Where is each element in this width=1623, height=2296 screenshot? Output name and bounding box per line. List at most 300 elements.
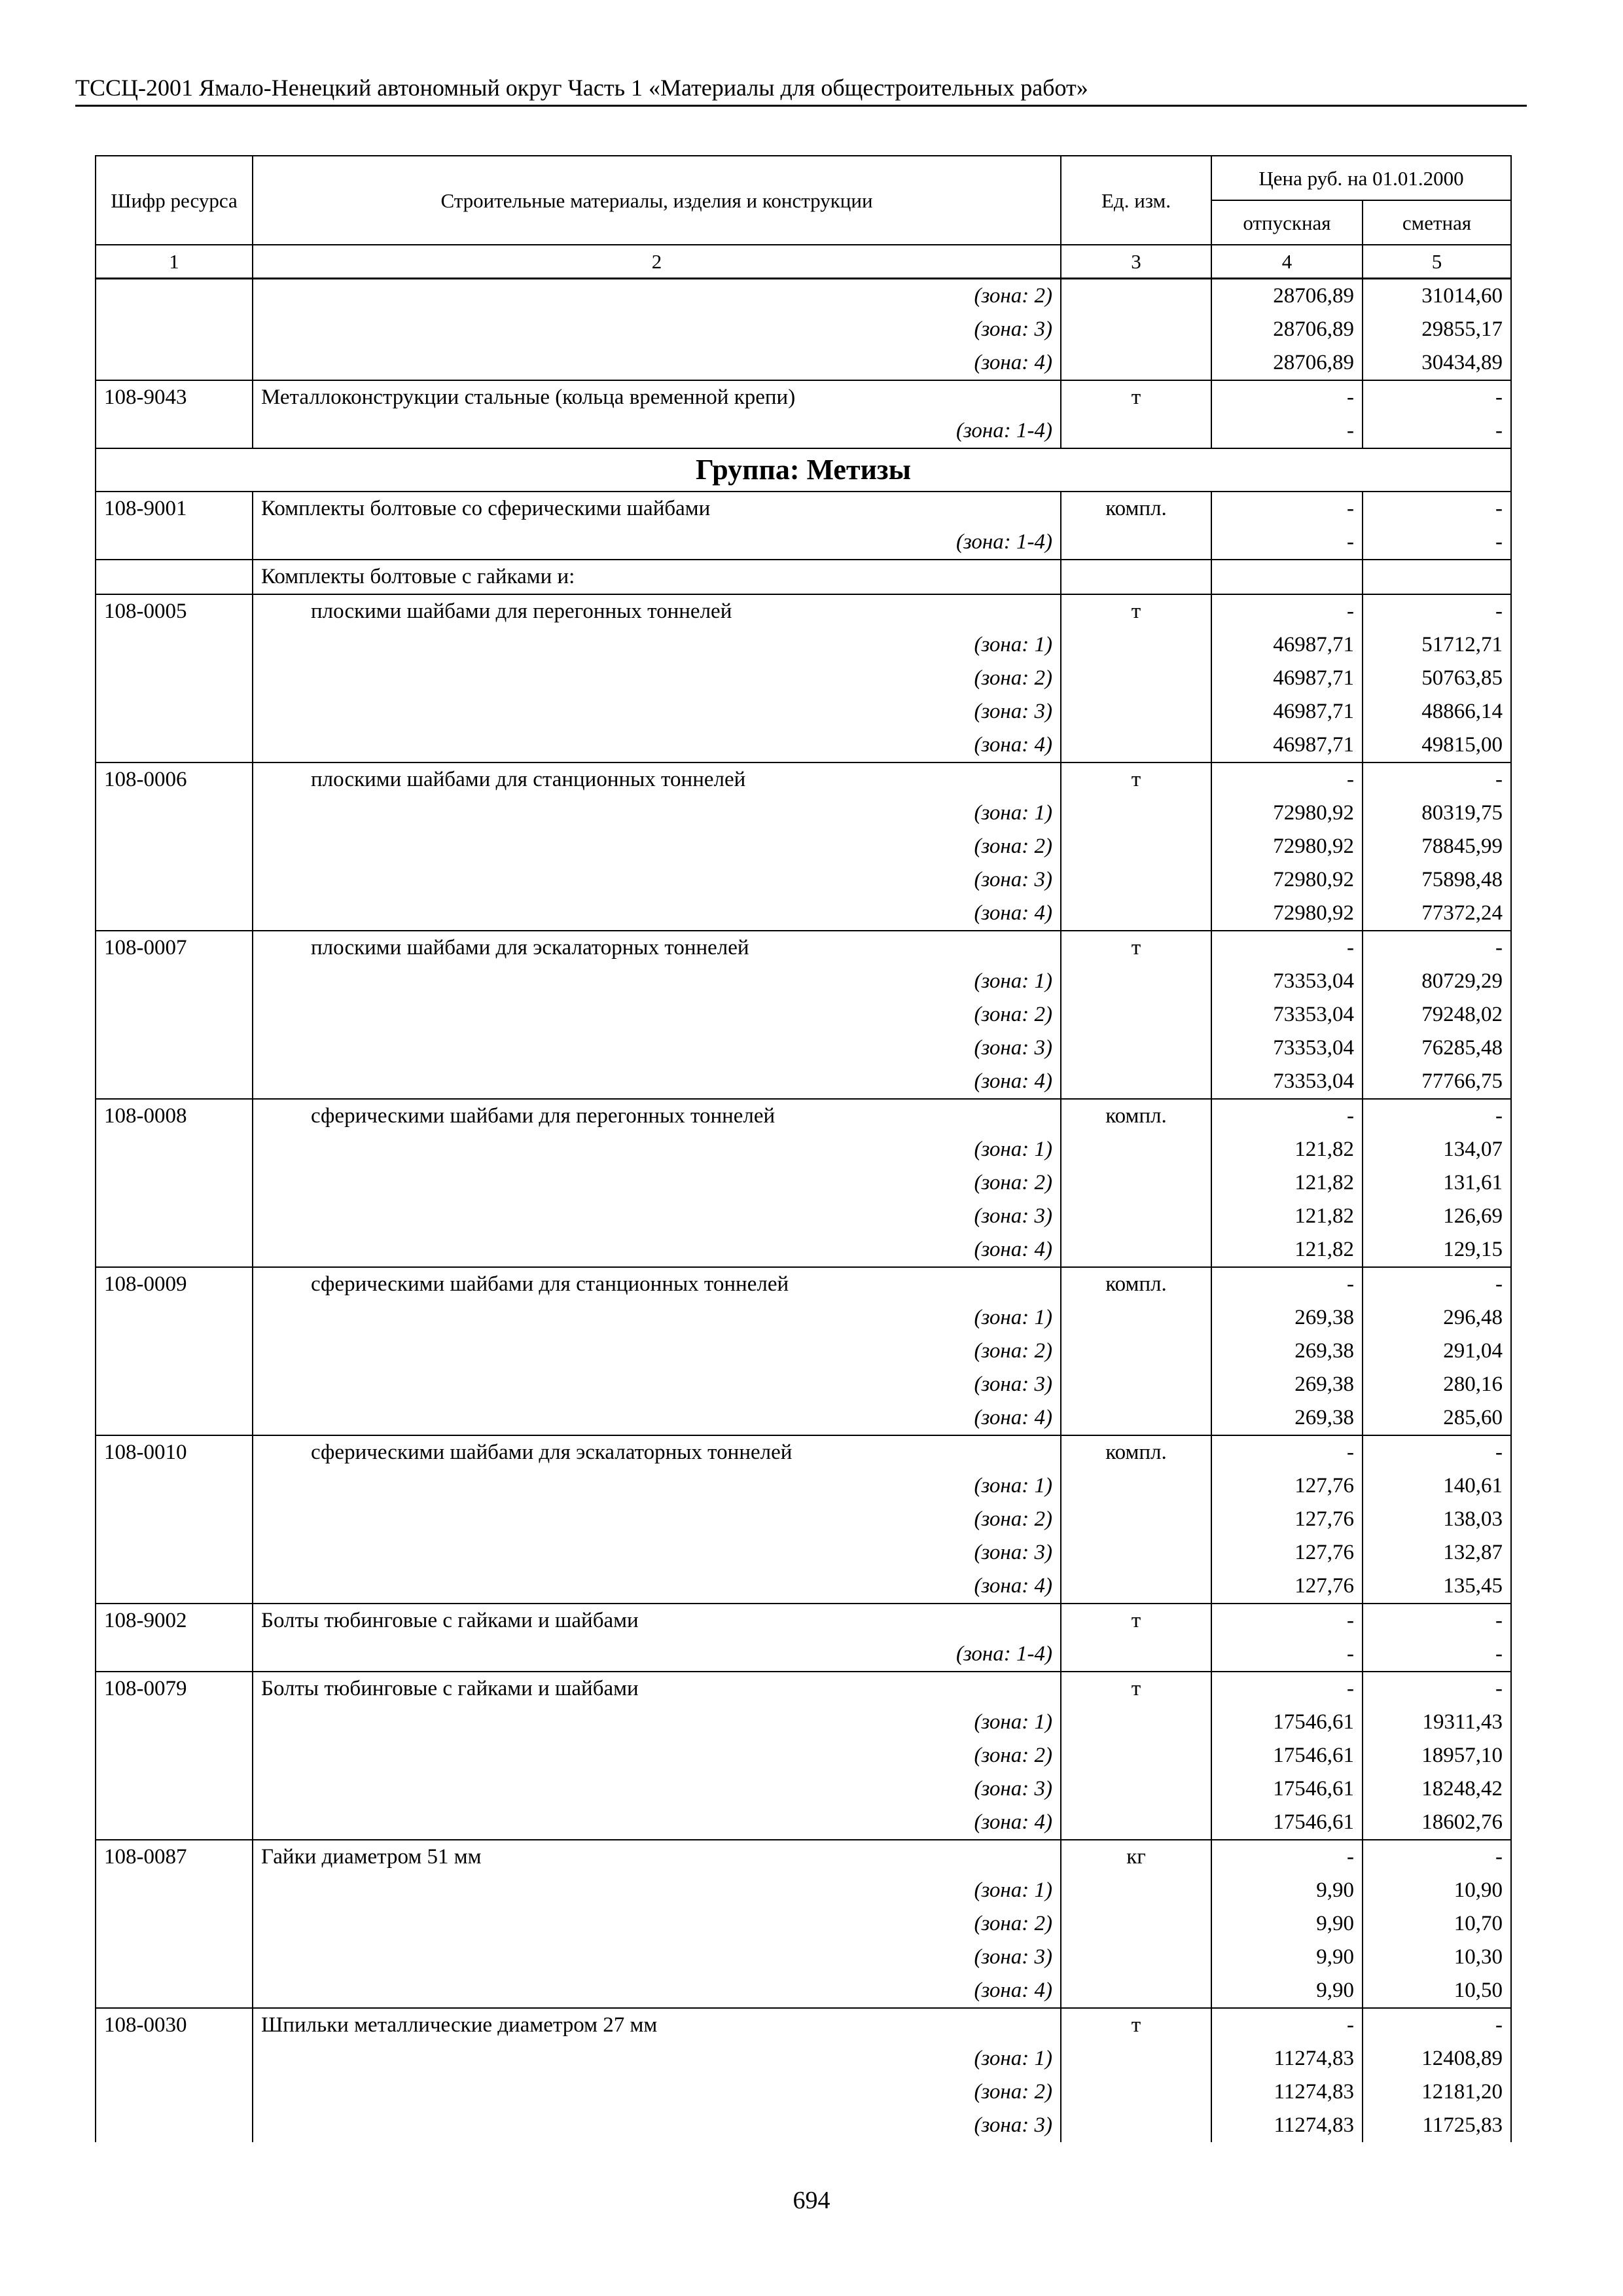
resource-code bbox=[96, 560, 253, 594]
estimate-price: - bbox=[1363, 594, 1511, 628]
estimate-price: 132,87 bbox=[1363, 1536, 1511, 1570]
item-row bbox=[96, 2008, 1511, 2042]
zone-row bbox=[96, 526, 1511, 560]
material-name: плоскими шайбами для эскалаторных тоннелей bbox=[253, 931, 1061, 965]
group-title: Группа: Метизы bbox=[96, 448, 1511, 492]
unit-cell bbox=[1061, 346, 1211, 380]
zone-row bbox=[96, 1301, 1511, 1335]
estimate-price bbox=[1363, 560, 1511, 594]
unit-cell bbox=[1061, 1335, 1211, 1368]
resource-code bbox=[96, 1907, 253, 1941]
release-price: 46987,71 bbox=[1211, 662, 1363, 695]
resource-code bbox=[96, 526, 253, 560]
resource-code bbox=[96, 1638, 253, 1672]
zone-row bbox=[96, 1941, 1511, 1974]
resource-code: 108-0010 bbox=[96, 1435, 253, 1469]
zone-row bbox=[96, 1706, 1511, 1739]
release-price: 72980,92 bbox=[1211, 830, 1363, 863]
zone-label: (зона: 2) bbox=[253, 279, 1061, 314]
resource-code: 108-0079 bbox=[96, 1672, 253, 1706]
resource-code bbox=[96, 2109, 253, 2142]
unit-cell: компл. bbox=[1061, 1435, 1211, 1469]
col-number-4: 4 bbox=[1211, 245, 1363, 279]
zone-label: (зона: 1) bbox=[253, 1133, 1061, 1166]
estimate-price: 77766,75 bbox=[1363, 1065, 1511, 1099]
col-header-estimate: сметная bbox=[1363, 200, 1511, 245]
zone-label: (зона: 2) bbox=[253, 2075, 1061, 2109]
estimate-price: - bbox=[1363, 931, 1511, 965]
unit-cell: кг bbox=[1061, 1840, 1211, 1874]
col-header-name: Строительные материалы, изделия и конструкции bbox=[253, 156, 1061, 245]
release-price: 9,90 bbox=[1211, 1874, 1363, 1907]
resource-code: 108-0030 bbox=[96, 2008, 253, 2042]
zone-row bbox=[96, 1335, 1511, 1368]
release-price: 269,38 bbox=[1211, 1335, 1363, 1368]
resource-code bbox=[96, 1233, 253, 1267]
unit-cell: т bbox=[1061, 931, 1211, 965]
unit-cell bbox=[1061, 2109, 1211, 2142]
zone-label: (зона: 2) bbox=[253, 830, 1061, 863]
estimate-price: 134,07 bbox=[1363, 1133, 1511, 1166]
resource-code: 108-0009 bbox=[96, 1267, 253, 1301]
unit-cell bbox=[1061, 1706, 1211, 1739]
release-price: 46987,71 bbox=[1211, 695, 1363, 728]
zone-label: (зона: 3) bbox=[253, 1031, 1061, 1065]
release-price: 121,82 bbox=[1211, 1200, 1363, 1233]
item-row bbox=[96, 1672, 1511, 1706]
item-row bbox=[96, 380, 1511, 414]
zone-row bbox=[96, 1469, 1511, 1503]
zone-label: (зона: 3) bbox=[253, 1772, 1061, 1806]
release-price: - bbox=[1211, 526, 1363, 560]
unit-cell: т bbox=[1061, 380, 1211, 414]
release-price: 28706,89 bbox=[1211, 279, 1363, 314]
unit-cell bbox=[1061, 414, 1211, 448]
resource-code: 108-0008 bbox=[96, 1099, 253, 1133]
zone-row bbox=[96, 628, 1511, 662]
material-name: Болты тюбинговые с гайками и шайбами bbox=[253, 1604, 1061, 1638]
zone-label: (зона: 1) bbox=[253, 1301, 1061, 1335]
release-price: 127,76 bbox=[1211, 1503, 1363, 1536]
zone-row bbox=[96, 998, 1511, 1031]
zone-label: (зона: 2) bbox=[253, 1503, 1061, 1536]
release-price: 269,38 bbox=[1211, 1368, 1363, 1401]
unit-cell bbox=[1061, 1570, 1211, 1604]
zone-row bbox=[96, 1200, 1511, 1233]
unit-cell bbox=[1061, 1065, 1211, 1099]
release-price: - bbox=[1211, 1672, 1363, 1706]
col-header-release: отпускная bbox=[1211, 200, 1363, 245]
zone-row bbox=[96, 1503, 1511, 1536]
unit-cell: т bbox=[1061, 594, 1211, 628]
estimate-price: 79248,02 bbox=[1363, 998, 1511, 1031]
zone-label: (зона: 4) bbox=[253, 897, 1061, 931]
zone-label: (зона: 2) bbox=[253, 998, 1061, 1031]
estimate-price: 11725,83 bbox=[1363, 2109, 1511, 2142]
zone-row bbox=[96, 728, 1511, 762]
resource-code: 108-0007 bbox=[96, 931, 253, 965]
resource-code bbox=[96, 1065, 253, 1099]
resource-code bbox=[96, 2042, 253, 2075]
release-price: 269,38 bbox=[1211, 1401, 1363, 1435]
zone-label: (зона: 3) bbox=[253, 1368, 1061, 1401]
zone-label: (зона: 4) bbox=[253, 1806, 1061, 1840]
release-price: - bbox=[1211, 931, 1363, 965]
estimate-price: 49815,00 bbox=[1363, 728, 1511, 762]
release-price: 121,82 bbox=[1211, 1133, 1363, 1166]
unit-cell bbox=[1061, 1301, 1211, 1335]
zone-row bbox=[96, 1806, 1511, 1840]
release-price: 9,90 bbox=[1211, 1974, 1363, 2008]
estimate-price: 140,61 bbox=[1363, 1469, 1511, 1503]
unit-cell bbox=[1061, 2042, 1211, 2075]
zone-row bbox=[96, 830, 1511, 863]
release-price: 11274,83 bbox=[1211, 2042, 1363, 2075]
resource-code bbox=[96, 346, 253, 380]
zone-label: (зона: 1-4) bbox=[253, 526, 1061, 560]
resource-code: 108-0087 bbox=[96, 1840, 253, 1874]
zone-label: (зона: 4) bbox=[253, 1570, 1061, 1604]
zone-label: (зона: 1) bbox=[253, 1706, 1061, 1739]
unit-cell bbox=[1061, 1806, 1211, 1840]
zone-label: (зона: 1) bbox=[253, 797, 1061, 830]
release-price: 269,38 bbox=[1211, 1301, 1363, 1335]
zone-label: (зона: 1-4) bbox=[253, 414, 1061, 448]
estimate-price: 18957,10 bbox=[1363, 1739, 1511, 1772]
release-price: - bbox=[1211, 1604, 1363, 1638]
zone-row bbox=[96, 662, 1511, 695]
resource-code: 108-9043 bbox=[96, 380, 253, 414]
resource-code bbox=[96, 1469, 253, 1503]
release-price: - bbox=[1211, 1267, 1363, 1301]
release-price bbox=[1211, 560, 1363, 594]
zone-row bbox=[96, 1401, 1511, 1435]
resource-code bbox=[96, 414, 253, 448]
zone-label: (зона: 3) bbox=[253, 1200, 1061, 1233]
zone-row bbox=[96, 1974, 1511, 2008]
resource-code bbox=[96, 998, 253, 1031]
unit-cell: компл. bbox=[1061, 1099, 1211, 1133]
zone-label: (зона: 2) bbox=[253, 1335, 1061, 1368]
zone-row bbox=[96, 313, 1511, 346]
resource-code bbox=[96, 628, 253, 662]
estimate-price: 31014,60 bbox=[1363, 279, 1511, 314]
zone-label: (зона: 3) bbox=[253, 863, 1061, 897]
resource-code bbox=[96, 1166, 253, 1200]
item-row bbox=[96, 1840, 1511, 1874]
col-number-2: 2 bbox=[253, 245, 1061, 279]
estimate-price: 296,48 bbox=[1363, 1301, 1511, 1335]
zone-label: (зона: 1) bbox=[253, 965, 1061, 998]
resource-code: 108-9001 bbox=[96, 492, 253, 526]
zone-label: (зона: 4) bbox=[253, 1974, 1061, 2008]
estimate-price: 77372,24 bbox=[1363, 897, 1511, 931]
zone-row bbox=[96, 1233, 1511, 1267]
estimate-price: - bbox=[1363, 762, 1511, 797]
unit-cell: компл. bbox=[1061, 1267, 1211, 1301]
zone-label: (зона: 1) bbox=[253, 1469, 1061, 1503]
unit-cell bbox=[1061, 863, 1211, 897]
item-row bbox=[96, 1267, 1511, 1301]
estimate-price: 12181,20 bbox=[1363, 2075, 1511, 2109]
estimate-price: - bbox=[1363, 1267, 1511, 1301]
resource-code bbox=[96, 1301, 253, 1335]
unit-cell bbox=[1061, 1638, 1211, 1672]
resource-code bbox=[96, 1335, 253, 1368]
estimate-price: 129,15 bbox=[1363, 1233, 1511, 1267]
zone-row bbox=[96, 797, 1511, 830]
zone-row bbox=[96, 1874, 1511, 1907]
unit-cell bbox=[1061, 998, 1211, 1031]
zone-row bbox=[96, 863, 1511, 897]
unit-cell bbox=[1061, 695, 1211, 728]
release-price: 121,82 bbox=[1211, 1166, 1363, 1200]
release-price: 11274,83 bbox=[1211, 2075, 1363, 2109]
estimate-price: 10,50 bbox=[1363, 1974, 1511, 2008]
resource-code bbox=[96, 313, 253, 346]
resource-code bbox=[96, 965, 253, 998]
resource-code bbox=[96, 728, 253, 762]
estimate-price: - bbox=[1363, 2008, 1511, 2042]
zone-label: (зона: 3) bbox=[253, 1536, 1061, 1570]
estimate-price: - bbox=[1363, 1435, 1511, 1469]
estimate-price: 10,70 bbox=[1363, 1907, 1511, 1941]
zone-label: (зона: 1) bbox=[253, 1874, 1061, 1907]
resource-code bbox=[96, 1536, 253, 1570]
item-row bbox=[96, 1099, 1511, 1133]
zone-row bbox=[96, 1739, 1511, 1772]
zone-label: (зона: 3) bbox=[253, 313, 1061, 346]
material-subheading: Комплекты болтовые с гайками и: bbox=[253, 560, 1061, 594]
item-row bbox=[96, 1604, 1511, 1638]
resource-code bbox=[96, 863, 253, 897]
unit-cell: т bbox=[1061, 1604, 1211, 1638]
release-price: - bbox=[1211, 1840, 1363, 1874]
unit-cell bbox=[1061, 1401, 1211, 1435]
col-number-3: 3 bbox=[1061, 245, 1211, 279]
unit-cell bbox=[1061, 526, 1211, 560]
material-name: Комплекты болтовые со сферическими шайбами bbox=[253, 492, 1061, 526]
estimate-price: 75898,48 bbox=[1363, 863, 1511, 897]
estimate-price: 78845,99 bbox=[1363, 830, 1511, 863]
release-price: 11274,83 bbox=[1211, 2109, 1363, 2142]
col-number-1: 1 bbox=[96, 245, 253, 279]
release-price: - bbox=[1211, 1099, 1363, 1133]
unit-cell bbox=[1061, 662, 1211, 695]
release-price: 72980,92 bbox=[1211, 797, 1363, 830]
zone-row bbox=[96, 1368, 1511, 1401]
resource-code bbox=[96, 1874, 253, 1907]
unit-cell bbox=[1061, 1907, 1211, 1941]
estimate-price: - bbox=[1363, 414, 1511, 448]
release-price: 46987,71 bbox=[1211, 728, 1363, 762]
zone-row bbox=[96, 2042, 1511, 2075]
zone-label: (зона: 4) bbox=[253, 346, 1061, 380]
estimate-price: 291,04 bbox=[1363, 1335, 1511, 1368]
resource-code bbox=[96, 1941, 253, 1974]
release-price: - bbox=[1211, 594, 1363, 628]
zone-row bbox=[96, 695, 1511, 728]
zone-row bbox=[96, 965, 1511, 998]
resource-code bbox=[96, 662, 253, 695]
estimate-price: - bbox=[1363, 1672, 1511, 1706]
zone-row bbox=[96, 1907, 1511, 1941]
estimate-price: 30434,89 bbox=[1363, 346, 1511, 380]
unit-cell bbox=[1061, 728, 1211, 762]
release-price: 17546,61 bbox=[1211, 1706, 1363, 1739]
zone-row bbox=[96, 1570, 1511, 1604]
unit-cell bbox=[1061, 628, 1211, 662]
estimate-price: - bbox=[1363, 526, 1511, 560]
estimate-price: 12408,89 bbox=[1363, 2042, 1511, 2075]
subheading-row bbox=[96, 560, 1511, 594]
zone-label: (зона: 4) bbox=[253, 1401, 1061, 1435]
estimate-price: - bbox=[1363, 380, 1511, 414]
unit-cell bbox=[1061, 797, 1211, 830]
resource-code bbox=[96, 1772, 253, 1806]
estimate-price: 48866,14 bbox=[1363, 695, 1511, 728]
page-number: 694 bbox=[793, 2187, 830, 2214]
release-price: 28706,89 bbox=[1211, 313, 1363, 346]
material-name: Шпильки металлические диаметром 27 мм bbox=[253, 2008, 1061, 2042]
zone-row bbox=[96, 1638, 1511, 1672]
resource-code bbox=[96, 1806, 253, 1840]
release-price: 127,76 bbox=[1211, 1469, 1363, 1503]
release-price: - bbox=[1211, 2008, 1363, 2042]
estimate-price: 10,30 bbox=[1363, 1941, 1511, 1974]
release-price: 46987,71 bbox=[1211, 628, 1363, 662]
resource-code: 108-9002 bbox=[96, 1604, 253, 1638]
material-name: Болты тюбинговые с гайками и шайбами bbox=[253, 1672, 1061, 1706]
material-name: сферическими шайбами для перегонных тоннелей bbox=[253, 1099, 1061, 1133]
zone-label: (зона: 4) bbox=[253, 728, 1061, 762]
zone-label: (зона: 3) bbox=[253, 1941, 1061, 1974]
col-number-5: 5 bbox=[1363, 245, 1511, 279]
zone-label: (зона: 4) bbox=[253, 1065, 1061, 1099]
estimate-price: 10,90 bbox=[1363, 1874, 1511, 1907]
unit-cell bbox=[1061, 1166, 1211, 1200]
estimate-price: 51712,71 bbox=[1363, 628, 1511, 662]
release-price: 28706,89 bbox=[1211, 346, 1363, 380]
release-price: 17546,61 bbox=[1211, 1806, 1363, 1840]
release-price: - bbox=[1211, 414, 1363, 448]
estimate-price: 285,60 bbox=[1363, 1401, 1511, 1435]
unit-cell: т bbox=[1061, 2008, 1211, 2042]
resource-code bbox=[96, 830, 253, 863]
resource-code bbox=[96, 1570, 253, 1604]
estimate-price: 19311,43 bbox=[1363, 1706, 1511, 1739]
unit-cell bbox=[1061, 830, 1211, 863]
material-name: плоскими шайбами для станционных тоннелей bbox=[253, 762, 1061, 797]
release-price: 127,76 bbox=[1211, 1570, 1363, 1604]
unit-cell bbox=[1061, 897, 1211, 931]
resource-code bbox=[96, 1401, 253, 1435]
item-row bbox=[96, 762, 1511, 797]
zone-label: (зона: 1-4) bbox=[253, 1638, 1061, 1672]
estimate-price: 126,69 bbox=[1363, 1200, 1511, 1233]
estimate-price: 18248,42 bbox=[1363, 1772, 1511, 1806]
resource-code bbox=[96, 1739, 253, 1772]
resource-code bbox=[96, 279, 253, 314]
resource-code: 108-0005 bbox=[96, 594, 253, 628]
unit-cell bbox=[1061, 279, 1211, 314]
zone-row bbox=[96, 1133, 1511, 1166]
unit-cell: т bbox=[1061, 1672, 1211, 1706]
zone-row bbox=[96, 897, 1511, 931]
estimate-price: 80319,75 bbox=[1363, 797, 1511, 830]
estimate-price: 29855,17 bbox=[1363, 313, 1511, 346]
zone-row bbox=[96, 1772, 1511, 1806]
estimate-price: - bbox=[1363, 1638, 1511, 1672]
estimate-price: 18602,76 bbox=[1363, 1806, 1511, 1840]
item-row bbox=[96, 1435, 1511, 1469]
unit-cell: т bbox=[1061, 762, 1211, 797]
unit-cell bbox=[1061, 1772, 1211, 1806]
unit-cell bbox=[1061, 1368, 1211, 1401]
zone-label: (зона: 2) bbox=[253, 1907, 1061, 1941]
zone-row bbox=[96, 346, 1511, 380]
col-header-code: Шифр ресурса bbox=[96, 156, 253, 245]
release-price: 72980,92 bbox=[1211, 897, 1363, 931]
unit-cell: компл. bbox=[1061, 492, 1211, 526]
release-price: - bbox=[1211, 380, 1363, 414]
unit-cell bbox=[1061, 1200, 1211, 1233]
unit-cell bbox=[1061, 1031, 1211, 1065]
table-body bbox=[96, 279, 1511, 2143]
release-price: 121,82 bbox=[1211, 1233, 1363, 1267]
unit-cell bbox=[1061, 1874, 1211, 1907]
zone-row bbox=[96, 2075, 1511, 2109]
zone-label: (зона: 4) bbox=[253, 1233, 1061, 1267]
release-price: 73353,04 bbox=[1211, 965, 1363, 998]
zone-label: (зона: 2) bbox=[253, 1166, 1061, 1200]
estimate-price: - bbox=[1363, 1604, 1511, 1638]
page-header: ТССЦ-2001 Ямало-Ненецкий автономный округ Часть 1 «Материалы для общестроительных работ» bbox=[75, 73, 1527, 107]
unit-cell bbox=[1061, 965, 1211, 998]
zone-row bbox=[96, 2109, 1511, 2142]
zone-label: (зона: 3) bbox=[253, 2109, 1061, 2142]
unit-cell bbox=[1061, 1133, 1211, 1166]
zone-label: (зона: 3) bbox=[253, 695, 1061, 728]
release-price: 73353,04 bbox=[1211, 998, 1363, 1031]
item-row bbox=[96, 594, 1511, 628]
release-price: 72980,92 bbox=[1211, 863, 1363, 897]
release-price: 9,90 bbox=[1211, 1941, 1363, 1974]
col-header-unit: Ед. изм. bbox=[1061, 156, 1211, 245]
zone-row bbox=[96, 1031, 1511, 1065]
unit-cell bbox=[1061, 560, 1211, 594]
estimate-price: 135,45 bbox=[1363, 1570, 1511, 1604]
release-price: 17546,61 bbox=[1211, 1739, 1363, 1772]
materials-price-table bbox=[95, 155, 1512, 2142]
material-name: Металлоконструкции стальные (кольца временной крепи) bbox=[253, 380, 1061, 414]
resource-code bbox=[96, 1503, 253, 1536]
estimate-price: - bbox=[1363, 1099, 1511, 1133]
unit-cell bbox=[1061, 2075, 1211, 2109]
zone-label: (зона: 1) bbox=[253, 2042, 1061, 2075]
release-price: - bbox=[1211, 1435, 1363, 1469]
resource-code bbox=[96, 897, 253, 931]
unit-cell bbox=[1061, 1941, 1211, 1974]
estimate-price: 138,03 bbox=[1363, 1503, 1511, 1536]
resource-code bbox=[96, 2075, 253, 2109]
material-name: сферическими шайбами для эскалаторных тоннелей bbox=[253, 1435, 1061, 1469]
release-price: 73353,04 bbox=[1211, 1065, 1363, 1099]
table-header bbox=[96, 156, 1511, 279]
resource-code bbox=[96, 695, 253, 728]
material-name: сферическими шайбами для станционных тоннелей bbox=[253, 1267, 1061, 1301]
material-name: плоскими шайбами для перегонных тоннелей bbox=[253, 594, 1061, 628]
